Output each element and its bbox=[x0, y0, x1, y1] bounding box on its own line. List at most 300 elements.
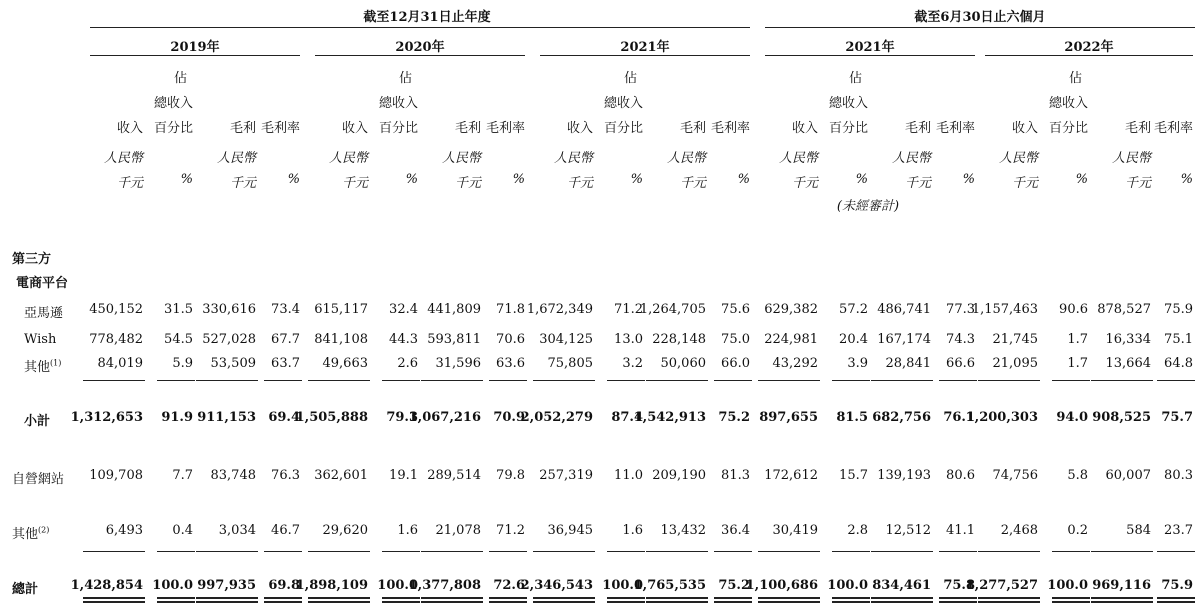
sum-line bbox=[978, 380, 1040, 381]
double-underline bbox=[1157, 601, 1195, 603]
unit-label: 人民幣 bbox=[328, 151, 368, 166]
table-cell: 109,708 bbox=[89, 468, 143, 483]
unit-label: 千元 bbox=[454, 176, 481, 191]
double-underline bbox=[533, 597, 595, 599]
table-cell: 87.4 bbox=[611, 410, 643, 425]
table-cell: 2.6 bbox=[397, 356, 418, 371]
table-cell: 76.3 bbox=[271, 468, 300, 483]
sum-line bbox=[646, 551, 708, 552]
table-cell: 23.7 bbox=[1164, 523, 1193, 538]
table-cell: 0.2 bbox=[1067, 523, 1088, 538]
unit-label: % bbox=[1075, 172, 1088, 187]
unit-label: 千元 bbox=[229, 176, 256, 191]
table-cell: 2,052,279 bbox=[520, 410, 593, 425]
unit-label: 千元 bbox=[1124, 176, 1151, 191]
table-cell: 5.8 bbox=[1067, 468, 1088, 483]
table-cell: 834,461 bbox=[872, 578, 931, 593]
table-cell: 31.5 bbox=[164, 302, 193, 317]
double-underline bbox=[308, 601, 370, 603]
table-cell: 43,292 bbox=[772, 356, 818, 371]
col-header-pct: 總收入 bbox=[828, 96, 868, 111]
double-underline bbox=[978, 597, 1040, 599]
table-cell: 1,428,854 bbox=[70, 578, 143, 593]
unit-label: % bbox=[405, 172, 418, 187]
table-cell: 139,193 bbox=[877, 468, 931, 483]
footnote-marker: (1) bbox=[50, 358, 62, 368]
table-cell: 1,067,216 bbox=[408, 410, 481, 425]
col-header-revenue: 收入 bbox=[341, 121, 368, 136]
table-cell: 11.0 bbox=[614, 468, 643, 483]
year-header: 2019年 bbox=[170, 40, 220, 55]
double-underline bbox=[264, 601, 302, 603]
table-cell: 75,805 bbox=[547, 356, 593, 371]
sum-line bbox=[157, 551, 195, 552]
table-cell: 30,419 bbox=[772, 523, 818, 538]
col-header-revenue: 收入 bbox=[116, 121, 143, 136]
col-header-margin: 毛利率 bbox=[935, 121, 975, 136]
double-underline bbox=[1091, 597, 1153, 599]
table-cell: 75.1 bbox=[1164, 332, 1193, 347]
divider bbox=[985, 55, 1193, 56]
table-cell: 70.6 bbox=[496, 332, 525, 347]
table-cell: 72.6 bbox=[493, 578, 525, 593]
col-header-pct: 佔 bbox=[1068, 71, 1082, 86]
double-underline bbox=[533, 601, 595, 603]
table-cell: 629,382 bbox=[764, 302, 818, 317]
sum-line bbox=[382, 551, 420, 552]
table-cell: 81.3 bbox=[721, 468, 750, 483]
table-cell: 41.1 bbox=[946, 523, 975, 538]
table-cell: 36.4 bbox=[721, 523, 750, 538]
unit-label: 人民幣 bbox=[891, 151, 931, 166]
unit-label: 人民幣 bbox=[553, 151, 593, 166]
table-cell: 15.7 bbox=[839, 468, 868, 483]
table-cell: 74,756 bbox=[992, 468, 1038, 483]
row-label-text: 小計 bbox=[24, 414, 51, 429]
double-underline bbox=[382, 597, 420, 599]
table-cell: 841,108 bbox=[314, 332, 368, 347]
table-cell: 54.5 bbox=[164, 332, 193, 347]
sum-line bbox=[533, 380, 595, 381]
col-header-revenue: 收入 bbox=[791, 121, 818, 136]
table-cell: 36,945 bbox=[547, 523, 593, 538]
year-header: 2020年 bbox=[395, 40, 445, 55]
table-cell: 100.0 bbox=[1047, 578, 1088, 593]
table-cell: 3,034 bbox=[218, 523, 256, 538]
table-cell: 2,346,543 bbox=[520, 578, 593, 593]
col-header-gross-profit: 毛利 bbox=[454, 121, 481, 136]
table-cell: 1,898,109 bbox=[295, 578, 368, 593]
unit-label: % bbox=[855, 172, 868, 187]
table-cell: 224,981 bbox=[764, 332, 818, 347]
unit-label: 人民幣 bbox=[998, 151, 1038, 166]
unit-label: 人民幣 bbox=[778, 151, 818, 166]
table-cell: 31,596 bbox=[435, 356, 481, 371]
unit-label: % bbox=[287, 172, 300, 187]
double-underline bbox=[421, 601, 483, 603]
table-cell: 1,505,888 bbox=[295, 410, 368, 425]
table-cell: 20.4 bbox=[839, 332, 868, 347]
table-cell: 228,148 bbox=[652, 332, 706, 347]
table-cell: 16,334 bbox=[1105, 332, 1151, 347]
col-header-pct: 百分比 bbox=[378, 121, 418, 136]
table-cell: 80.6 bbox=[946, 468, 975, 483]
table-cell: 83,748 bbox=[210, 468, 256, 483]
double-underline bbox=[832, 597, 870, 599]
table-cell: 486,741 bbox=[877, 302, 931, 317]
double-underline bbox=[1052, 597, 1090, 599]
table-cell: 167,174 bbox=[877, 332, 931, 347]
unit-label: 人民幣 bbox=[216, 151, 256, 166]
table-cell: 908,525 bbox=[1092, 410, 1151, 425]
divider bbox=[540, 55, 750, 56]
unit-label: % bbox=[512, 172, 525, 187]
table-cell: 13.0 bbox=[614, 332, 643, 347]
double-underline bbox=[196, 601, 258, 603]
double-underline bbox=[489, 601, 527, 603]
col-header-pct: 總收入 bbox=[153, 96, 193, 111]
double-underline bbox=[382, 601, 420, 603]
sum-line bbox=[714, 380, 752, 381]
sum-line bbox=[308, 380, 370, 381]
table-cell: 12,512 bbox=[885, 523, 931, 538]
table-cell: 80.3 bbox=[1164, 468, 1193, 483]
table-cell: 81.5 bbox=[836, 410, 868, 425]
table-cell: 1,765,535 bbox=[633, 578, 706, 593]
col-header-margin: 毛利率 bbox=[710, 121, 750, 136]
table-cell: 593,811 bbox=[427, 332, 481, 347]
double-underline bbox=[832, 601, 870, 603]
table-cell: 911,153 bbox=[197, 410, 256, 425]
row-label bbox=[12, 523, 49, 542]
table-cell: 0.4 bbox=[172, 523, 193, 538]
table-cell: 615,117 bbox=[314, 302, 368, 317]
table-cell: 969,116 bbox=[1092, 578, 1151, 593]
double-underline bbox=[421, 597, 483, 599]
sum-line bbox=[714, 551, 752, 552]
double-underline bbox=[264, 597, 302, 599]
sum-line bbox=[758, 551, 820, 552]
table-cell: 584 bbox=[1126, 523, 1151, 538]
double-underline bbox=[308, 597, 370, 599]
col-header-pct: 總收入 bbox=[603, 96, 643, 111]
sum-line bbox=[832, 551, 870, 552]
table-cell: 1,277,527 bbox=[965, 578, 1038, 593]
unit-label: 千元 bbox=[791, 176, 818, 191]
table-cell: 1,672,349 bbox=[526, 302, 593, 317]
table-cell: 1.7 bbox=[1067, 332, 1088, 347]
sum-line bbox=[489, 551, 527, 552]
unit-label: % bbox=[737, 172, 750, 187]
table-cell: 90.6 bbox=[1059, 302, 1088, 317]
row-label-text: 其他 bbox=[12, 527, 39, 542]
table-cell: 49,663 bbox=[322, 356, 368, 371]
table-cell: 75.7 bbox=[1161, 410, 1193, 425]
col-header-margin: 毛利率 bbox=[260, 121, 300, 136]
table-cell: 527,028 bbox=[202, 332, 256, 347]
table-cell: 13,664 bbox=[1105, 356, 1151, 371]
unit-label: 人民幣 bbox=[1111, 151, 1151, 166]
table-cell: 100.0 bbox=[377, 578, 418, 593]
double-underline bbox=[1157, 597, 1195, 599]
table-cell: 1,264,705 bbox=[639, 302, 706, 317]
sum-line bbox=[1091, 551, 1153, 552]
unit-label: % bbox=[630, 172, 643, 187]
table-cell: 1.6 bbox=[622, 523, 643, 538]
sum-line bbox=[196, 551, 258, 552]
table-cell: 57.2 bbox=[839, 302, 868, 317]
table-cell: 76.1 bbox=[943, 410, 975, 425]
col-header-pct: 總收入 bbox=[378, 96, 418, 111]
group-header-year-end: 截至12月31日止年度 bbox=[363, 10, 491, 25]
col-header-gross-profit: 毛利 bbox=[904, 121, 931, 136]
year-header: 2021年 bbox=[620, 40, 670, 55]
row-label bbox=[24, 410, 50, 429]
table-cell: 29,620 bbox=[322, 523, 368, 538]
divider bbox=[90, 55, 300, 56]
col-header-gross-profit: 毛利 bbox=[1124, 121, 1151, 136]
row-label bbox=[24, 356, 61, 375]
table-cell: 172,612 bbox=[764, 468, 818, 483]
table-cell: 6,493 bbox=[105, 523, 143, 538]
table-cell: 75.2 bbox=[718, 410, 750, 425]
col-header-pct: 總收入 bbox=[1048, 96, 1088, 111]
table-cell: 32.4 bbox=[389, 302, 418, 317]
table-cell: 75.2 bbox=[718, 578, 750, 593]
table-cell: 66.0 bbox=[721, 356, 750, 371]
row-label-text: 其他 bbox=[24, 360, 51, 375]
table-cell: 21,078 bbox=[435, 523, 481, 538]
table-cell: 1,312,653 bbox=[70, 410, 143, 425]
sum-line bbox=[1157, 380, 1195, 381]
sum-line bbox=[871, 380, 933, 381]
double-underline bbox=[871, 601, 933, 603]
table-cell: 74.3 bbox=[946, 332, 975, 347]
sum-line bbox=[607, 551, 645, 552]
year-header: 2021年 bbox=[845, 40, 895, 55]
col-header-gross-profit: 毛利 bbox=[679, 121, 706, 136]
unit-label: 千元 bbox=[679, 176, 706, 191]
unit-label: 人民幣 bbox=[666, 151, 706, 166]
double-underline bbox=[83, 597, 145, 599]
table-cell: 28,841 bbox=[885, 356, 931, 371]
sum-line bbox=[1052, 551, 1090, 552]
double-underline bbox=[939, 597, 977, 599]
sum-line bbox=[1157, 551, 1195, 552]
row-label-text: 總計 bbox=[12, 582, 39, 597]
table-cell: 69.8 bbox=[268, 578, 300, 593]
col-header-pct: 百分比 bbox=[828, 121, 868, 136]
table-cell: 53,509 bbox=[210, 356, 256, 371]
table-cell: 1,377,808 bbox=[408, 578, 481, 593]
table-cell: 1,100,686 bbox=[745, 578, 818, 593]
col-header-margin: 毛利率 bbox=[1153, 121, 1193, 136]
table-cell: 79.3 bbox=[386, 410, 418, 425]
col-header-pct: 佔 bbox=[623, 71, 637, 86]
section-label: 電商平台 bbox=[16, 276, 69, 291]
table-cell: 64.8 bbox=[1164, 356, 1193, 371]
row-label bbox=[24, 332, 56, 347]
sum-line bbox=[871, 551, 933, 552]
double-underline bbox=[1091, 601, 1153, 603]
sum-line bbox=[533, 551, 595, 552]
table-cell: 75.6 bbox=[721, 302, 750, 317]
double-underline bbox=[646, 601, 708, 603]
table-cell: 84,019 bbox=[97, 356, 143, 371]
table-cell: 75.9 bbox=[1161, 578, 1193, 593]
col-header-pct: 佔 bbox=[173, 71, 187, 86]
sum-line bbox=[1091, 380, 1153, 381]
table-cell: 79.8 bbox=[496, 468, 525, 483]
sum-line bbox=[832, 380, 870, 381]
table-cell: 63.7 bbox=[271, 356, 300, 371]
table-cell: 7.7 bbox=[172, 468, 193, 483]
table-cell: 1,200,303 bbox=[965, 410, 1038, 425]
table-cell: 77.3 bbox=[946, 302, 975, 317]
table-cell: 2,468 bbox=[1000, 523, 1038, 538]
table-cell: 362,601 bbox=[314, 468, 368, 483]
unit-label: 千元 bbox=[116, 176, 143, 191]
table-cell: 100.0 bbox=[827, 578, 868, 593]
unit-label: 千元 bbox=[1011, 176, 1038, 191]
col-header-pct: 佔 bbox=[398, 71, 412, 86]
col-header-revenue: 收入 bbox=[566, 121, 593, 136]
table-cell: 1.7 bbox=[1067, 356, 1088, 371]
double-underline bbox=[714, 597, 752, 599]
table-cell: 682,756 bbox=[872, 410, 931, 425]
sum-line bbox=[421, 380, 483, 381]
unit-label: 人民幣 bbox=[103, 151, 143, 166]
divider bbox=[315, 55, 525, 56]
sum-line bbox=[1052, 380, 1090, 381]
table-cell: 71.2 bbox=[496, 523, 525, 538]
double-underline bbox=[978, 601, 1040, 603]
sum-line bbox=[308, 551, 370, 552]
table-cell: 94.0 bbox=[1056, 410, 1088, 425]
sum-line bbox=[758, 380, 820, 381]
col-header-pct: 百分比 bbox=[1048, 121, 1088, 136]
row-label bbox=[12, 468, 64, 487]
table-cell: 1.6 bbox=[397, 523, 418, 538]
unit-label: % bbox=[180, 172, 193, 187]
double-underline bbox=[646, 597, 708, 599]
sum-line bbox=[421, 551, 483, 552]
footnote-marker: (2) bbox=[38, 525, 50, 535]
double-underline bbox=[157, 597, 195, 599]
table-cell: 304,125 bbox=[539, 332, 593, 347]
sum-line bbox=[264, 380, 302, 381]
unit-label: 千元 bbox=[904, 176, 931, 191]
row-label-text: 自營網站 bbox=[12, 472, 65, 487]
table-cell: 2.8 bbox=[847, 523, 868, 538]
divider bbox=[90, 27, 750, 28]
unit-label: % bbox=[1180, 172, 1193, 187]
table-cell: 21,095 bbox=[992, 356, 1038, 371]
table-cell: 3.2 bbox=[622, 356, 643, 371]
table-cell: 3.9 bbox=[847, 356, 868, 371]
unit-label: 千元 bbox=[566, 176, 593, 191]
divider bbox=[765, 55, 975, 56]
row-label-text: Wish bbox=[24, 332, 57, 347]
table-cell: 75.8 bbox=[943, 578, 975, 593]
row-label-text: 亞馬遜 bbox=[24, 306, 64, 321]
table-cell: 1,542,913 bbox=[633, 410, 706, 425]
table-cell: 91.9 bbox=[161, 410, 193, 425]
table-cell: 100.0 bbox=[152, 578, 193, 593]
double-underline bbox=[607, 601, 645, 603]
table-cell: 13,432 bbox=[660, 523, 706, 538]
table-cell: 21,745 bbox=[992, 332, 1038, 347]
table-cell: 289,514 bbox=[427, 468, 481, 483]
table-cell: 46.7 bbox=[271, 523, 300, 538]
col-header-gross-profit: 毛利 bbox=[229, 121, 256, 136]
double-underline bbox=[871, 597, 933, 599]
table-cell: 75.9 bbox=[1164, 302, 1193, 317]
table-cell: 60,007 bbox=[1105, 468, 1151, 483]
table-cell: 441,809 bbox=[427, 302, 481, 317]
table-cell: 71.8 bbox=[496, 302, 525, 317]
double-underline bbox=[196, 597, 258, 599]
sum-line bbox=[157, 380, 195, 381]
table-cell: 997,935 bbox=[197, 578, 256, 593]
double-underline bbox=[489, 597, 527, 599]
double-underline bbox=[758, 597, 820, 599]
table-cell: 878,527 bbox=[1097, 302, 1151, 317]
table-cell: 71.2 bbox=[614, 302, 643, 317]
table-cell: 69.4 bbox=[268, 410, 300, 425]
double-underline bbox=[607, 597, 645, 599]
sum-line bbox=[489, 380, 527, 381]
table-cell: 1,157,463 bbox=[971, 302, 1038, 317]
group-header-six-months: 截至6月30日止六個月 bbox=[914, 10, 1046, 25]
year-header: 2022年 bbox=[1064, 40, 1114, 55]
table-cell: 70.9 bbox=[493, 410, 525, 425]
col-header-revenue: 收入 bbox=[1011, 121, 1038, 136]
table-cell: 897,655 bbox=[759, 410, 818, 425]
double-underline bbox=[83, 601, 145, 603]
table-cell: 67.7 bbox=[271, 332, 300, 347]
table-cell: 5.9 bbox=[172, 356, 193, 371]
col-header-margin: 毛利率 bbox=[485, 121, 525, 136]
table-cell: 19.1 bbox=[389, 468, 418, 483]
table-cell: 257,319 bbox=[539, 468, 593, 483]
table-cell: 75.0 bbox=[721, 332, 750, 347]
sum-line bbox=[83, 551, 145, 552]
unit-label: 千元 bbox=[341, 176, 368, 191]
section-label: 第三方 bbox=[12, 252, 52, 267]
sum-line bbox=[264, 551, 302, 552]
row-label bbox=[24, 302, 63, 321]
table-cell: 66.6 bbox=[946, 356, 975, 371]
table-cell: 209,190 bbox=[652, 468, 706, 483]
unit-label: % bbox=[962, 172, 975, 187]
sum-line bbox=[939, 551, 977, 552]
double-underline bbox=[157, 601, 195, 603]
sum-line bbox=[607, 380, 645, 381]
table-cell: 778,482 bbox=[89, 332, 143, 347]
table-cell: 100.0 bbox=[602, 578, 643, 593]
unaudited-note: (未經審計) bbox=[836, 199, 900, 214]
col-header-pct: 佔 bbox=[848, 71, 862, 86]
table-cell: 63.6 bbox=[496, 356, 525, 371]
unit-label: 人民幣 bbox=[441, 151, 481, 166]
sum-line bbox=[83, 380, 145, 381]
sum-line bbox=[382, 380, 420, 381]
table-cell: 73.4 bbox=[271, 302, 300, 317]
sum-line bbox=[646, 380, 708, 381]
table-cell: 330,616 bbox=[202, 302, 256, 317]
sum-line bbox=[196, 380, 258, 381]
